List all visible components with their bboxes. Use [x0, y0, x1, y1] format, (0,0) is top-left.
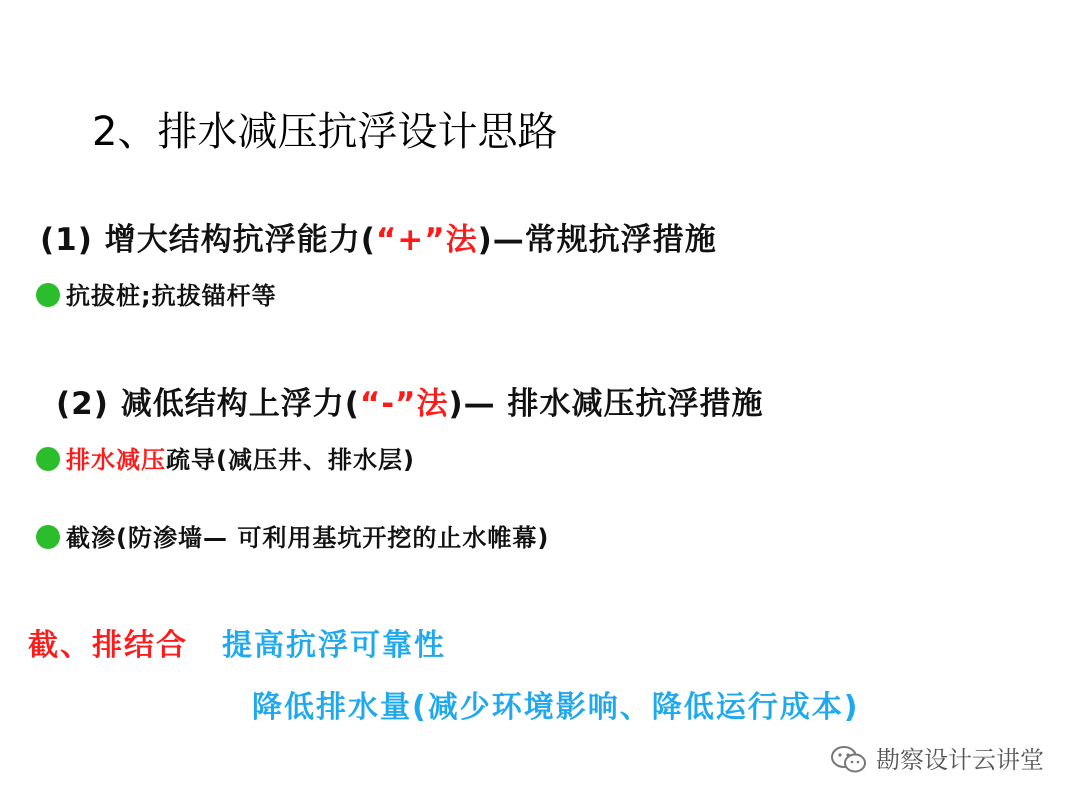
- section-1-method: 法: [445, 222, 478, 258]
- summary-line-1: [28, 624, 446, 668]
- bullet-item-3-text: 截渗(防渗墙— 可利用基坑开挖的止水帷幕): [66, 524, 550, 552]
- page-title: 2、排水减压抗浮设计思路: [92, 109, 558, 155]
- bullet-icon: [36, 447, 60, 471]
- wechat-icon: [830, 744, 868, 776]
- watermark-text: 勘察设计云讲堂: [876, 746, 1044, 774]
- section-2-heading: [56, 382, 763, 426]
- section-1-heading: [40, 218, 717, 262]
- section-1-suffix: )—常规抗浮措施: [477, 222, 717, 258]
- section-2-method: 法: [416, 386, 449, 422]
- section-2-quote-close: ”: [395, 386, 417, 422]
- bullet-item-1: [36, 278, 277, 314]
- section-1-sign: +: [397, 222, 425, 258]
- summary-line-2: 降低排水量(减少环境影响、降低运行成本): [252, 690, 860, 725]
- section-2-sign: -: [381, 386, 396, 422]
- section-2-suffix: )— 排水减压抗浮措施: [448, 386, 764, 422]
- summary-left: 截、排结合: [28, 628, 188, 663]
- summary-right: 提高抗浮可靠性: [222, 628, 446, 663]
- bullet-item-2: [36, 442, 415, 478]
- section-2-prefix: (2) 减低结构上浮力(: [56, 386, 360, 422]
- section-2-quote-open: “: [359, 386, 382, 422]
- bullet-item-1-text: 抗拔桩;抗拔锚杆等: [66, 282, 277, 310]
- section-1-quote-open: “: [375, 222, 398, 258]
- bullet-icon: [36, 525, 60, 549]
- bullet-item-2-highlight: 排水减压: [66, 446, 166, 474]
- bullet-item-3: [36, 520, 549, 556]
- section-1-prefix: (1) 增大结构抗浮能力(: [40, 222, 376, 258]
- section-1-quote-close: ”: [424, 222, 446, 258]
- watermark: [830, 740, 1044, 780]
- bullet-icon: [36, 283, 60, 307]
- bullet-item-2-text: 疏导(减压井、排水层): [166, 446, 415, 474]
